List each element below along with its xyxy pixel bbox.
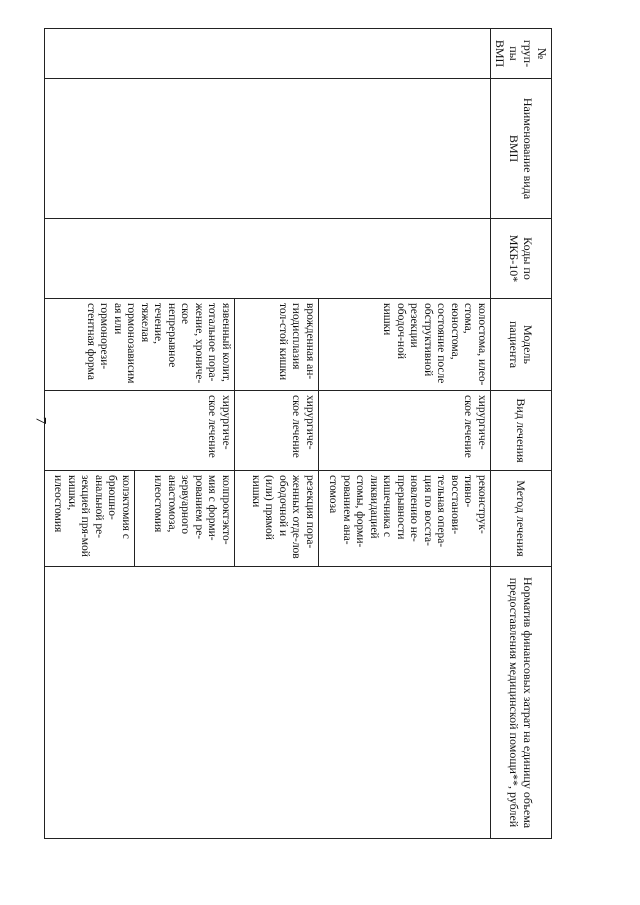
- vmp-name-cell: [45, 79, 491, 219]
- cost-norm-cell: [45, 567, 491, 839]
- table-row: [319, 29, 491, 839]
- header-patient-model: Модель пациента: [491, 299, 552, 391]
- header-cost-norm: Норматив финансовых затрат на единицу объема предоставления медицинской помощи**, рублей: [491, 567, 552, 839]
- header-treatment-type: Вид лечения: [491, 391, 552, 471]
- page-number: 7: [32, 416, 49, 425]
- group-no-cell: [45, 29, 491, 79]
- treatment-method-cell: резекция пора-женных отде-лов ободочной и (или) прямой кишки: [235, 471, 319, 567]
- treatment-type-cell: хирургиче-ское лечение: [235, 391, 319, 471]
- treatment-type-cell: хирургиче-ское лечение: [45, 391, 235, 471]
- patient-model-cell: язвенный колит, тотальное пора-жение, хрониче-ское непрерывное течение, тяжелая гормонозависимая или гормонорези-стентная форма: [45, 299, 235, 391]
- header-mkb-codes: Коды по МКБ-10*: [491, 219, 552, 299]
- table-header-row: [491, 29, 552, 839]
- treatment-method-cell: колпроктэкто-мия с форми-рованием ре-зервуарного анастомоза, илеостомия: [135, 471, 235, 567]
- header-vmp-name: Наименование вида ВМП: [491, 79, 552, 219]
- vmp-table: [44, 28, 552, 839]
- treatment-method-cell: колэктомия с брюшно-анальной ре-зекцией пря-мой кишки, илеостомия: [45, 471, 135, 567]
- header-group-no: № груп-пы ВМП: [491, 29, 552, 79]
- treatment-method-cell: реконструк-тивно-восстанови-тельная опера-ция по восста-новлению не-прерывности кишечника с ликвидацией стомы, форми-рованием ана-стомоза: [319, 471, 491, 567]
- mkb-codes-cell: [45, 219, 491, 299]
- header-treatment-method: Метод лечения: [491, 471, 552, 567]
- rotated-page: [44, 28, 552, 838]
- rotated-table-sheet: [44, 28, 552, 838]
- treatment-type-cell: хирургиче-ское лечение: [319, 391, 491, 471]
- patient-model-cell: врожденная ан-гиодисплазия тол-стой кишки: [235, 299, 319, 391]
- patient-model-cell: колостома, илео-стома, еюностома, состояние после обструктивной резекции ободоч-ной кишки: [319, 299, 491, 391]
